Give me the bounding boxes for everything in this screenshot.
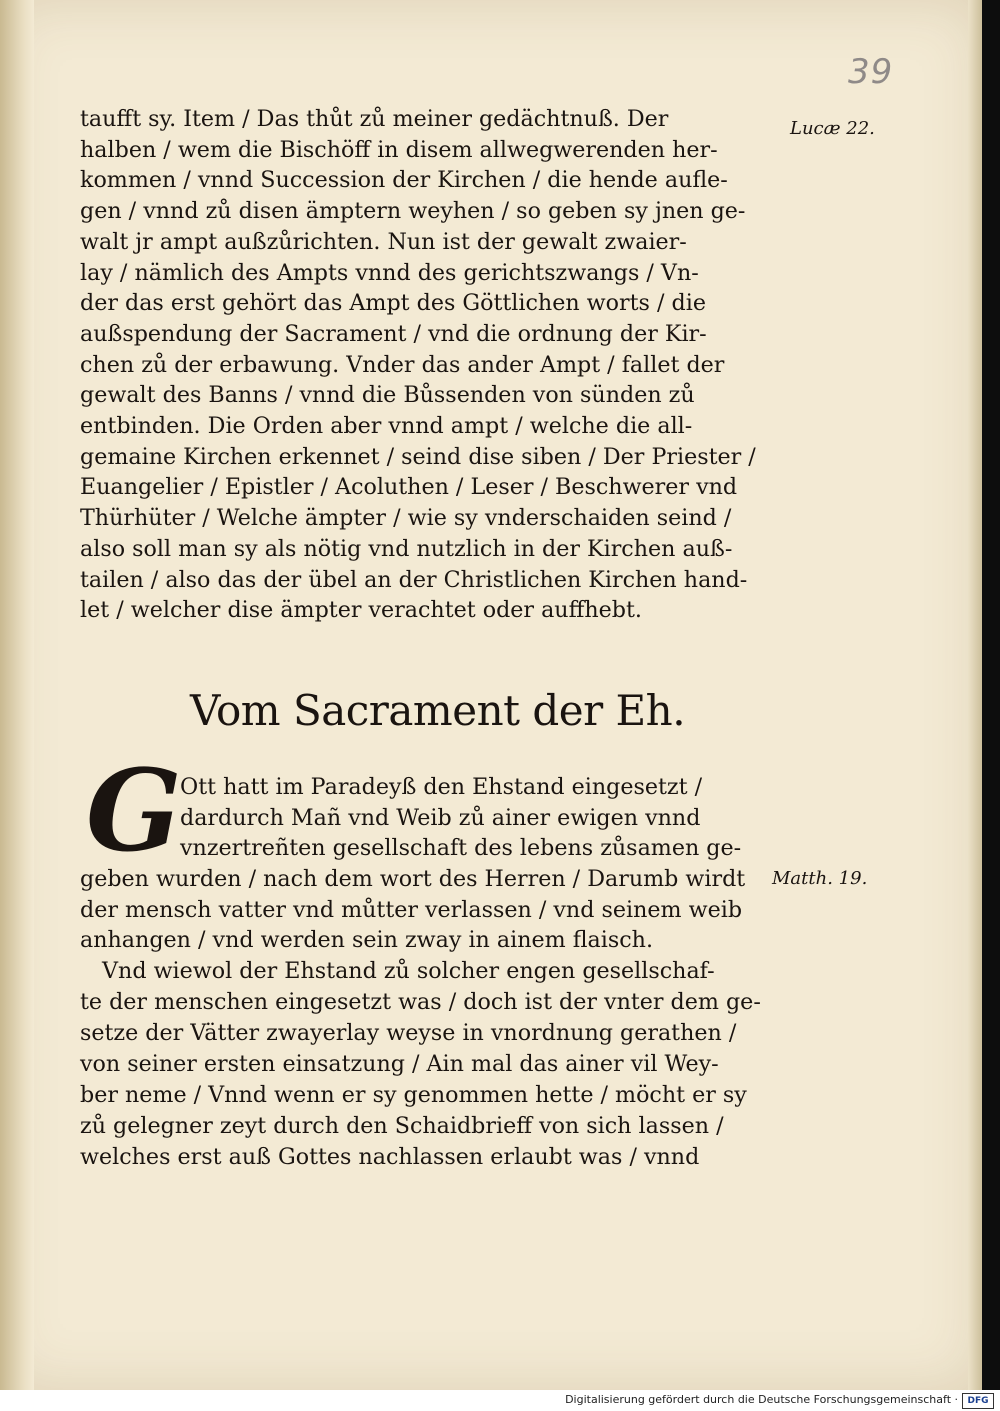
text-line: von seiner ersten einsatzung / Ain mal das ainer vil Wey- xyxy=(80,1051,719,1077)
text-line: gemaine Kirchen erkennet / seind dise siben / Der Priester / xyxy=(80,443,756,470)
paragraph-opening-continued xyxy=(80,864,772,956)
text-line: dardurch Mañ vnd Weib zů ainer ewigen vnnd xyxy=(180,804,701,831)
body-text xyxy=(80,104,770,626)
page-edge xyxy=(968,0,982,1390)
paragraph-second xyxy=(80,956,772,1173)
section-heading: Vom Sacrament der Eh. xyxy=(190,686,686,735)
folio-number: 39 xyxy=(848,52,894,92)
text-line: kommen / vnnd Succession der Kirchen / die hende aufle- xyxy=(80,167,728,194)
text-line: halben / wem die Bischöff in disem allwegwerenden her- xyxy=(80,136,718,163)
decorated-initial: G xyxy=(86,746,182,877)
text-line: walt jr ampt außzůrichten. Nun ist der gewalt zwaier- xyxy=(80,228,687,255)
funding-credit: Digitalisierung gefördert durch die Deutsche Forschungsgemeinschaft · xyxy=(565,1393,958,1406)
text-line: der mensch vatter vnd můtter verlassen / vnd seinem weib xyxy=(80,896,743,923)
text-line: Thürhüter / Welche ämpter / wie sy vnderschaiden seind / xyxy=(80,505,732,532)
text-line: tailen / also das der übel an der Christlichen Kirchen hand- xyxy=(80,566,748,593)
margin-note-matth: Matth. 19. xyxy=(772,868,868,889)
text-line: gewalt des Banns / vnnd die Bůssenden von sünden zů xyxy=(80,382,695,409)
text-line: setze der Vätter zwayerlay weyse in vnordnung gerathen / xyxy=(80,1020,737,1046)
text-line: chen zů der erbawung. Vnder das ander Ampt / fallet der xyxy=(80,351,725,378)
text-line: Vnd wiewol der Ehstand zů solcher engen gesellschaf- xyxy=(102,958,715,984)
paragraph-opening xyxy=(180,772,772,864)
text-line: also soll man sy als nötig vnd nutzlich in der Kirchen auß- xyxy=(80,535,733,562)
text-line: taufft sy. Item / Das thůt zů meiner gedächtnuß. Der xyxy=(80,106,669,132)
text-line: Euangelier / Epistler / Acoluthen / Leser / Beschwerer vnd xyxy=(80,474,738,501)
text-line: geben wurden / nach dem wort des Herren / Darumb wirdt xyxy=(80,866,746,892)
text-line: außspendung der Sacrament / vnd die ordnung der Kir- xyxy=(80,320,707,347)
footer-bar xyxy=(0,1390,1000,1411)
margin-note-lucae: Lucæ 22. xyxy=(790,118,875,139)
text-line: Ott hatt im Paradeyß den Ehstand eingesetzt / xyxy=(180,774,703,800)
text-line: vnzertreñten gesellschaft des lebens zůsamen ge- xyxy=(180,835,742,861)
text-line: ber neme / Vnnd wenn er sy genommen hette / möcht er sy xyxy=(80,1082,747,1108)
dfg-logo: DFG xyxy=(962,1393,994,1409)
text-line: der das erst gehört das Ampt des Göttlichen worts / die xyxy=(80,290,706,317)
binding-gutter xyxy=(0,0,34,1390)
text-line: lay / nämlich des Ampts vnnd des gerichtszwangs / Vn- xyxy=(80,259,699,286)
text-line: te der menschen eingesetzt was / doch ist der vnter dem ge- xyxy=(80,989,761,1015)
text-line: welches erst auß Gottes nachlassen erlaubt was / vnnd xyxy=(80,1144,700,1170)
text-line: let / welcher dise ämpter verachtet oder auffhebt. xyxy=(80,597,642,624)
text-line: anhangen / vnd werden sein zway in ainem flaisch. xyxy=(80,927,654,953)
text-line: zů gelegner zeyt durch den Schaidbrieff von sich lassen / xyxy=(80,1113,724,1139)
text-line: gen / vnnd zů disen ämptern weyhen / so geben sy jnen ge- xyxy=(80,198,746,225)
text-line: entbinden. Die Orden aber vnnd ampt / welche die all- xyxy=(80,413,693,440)
